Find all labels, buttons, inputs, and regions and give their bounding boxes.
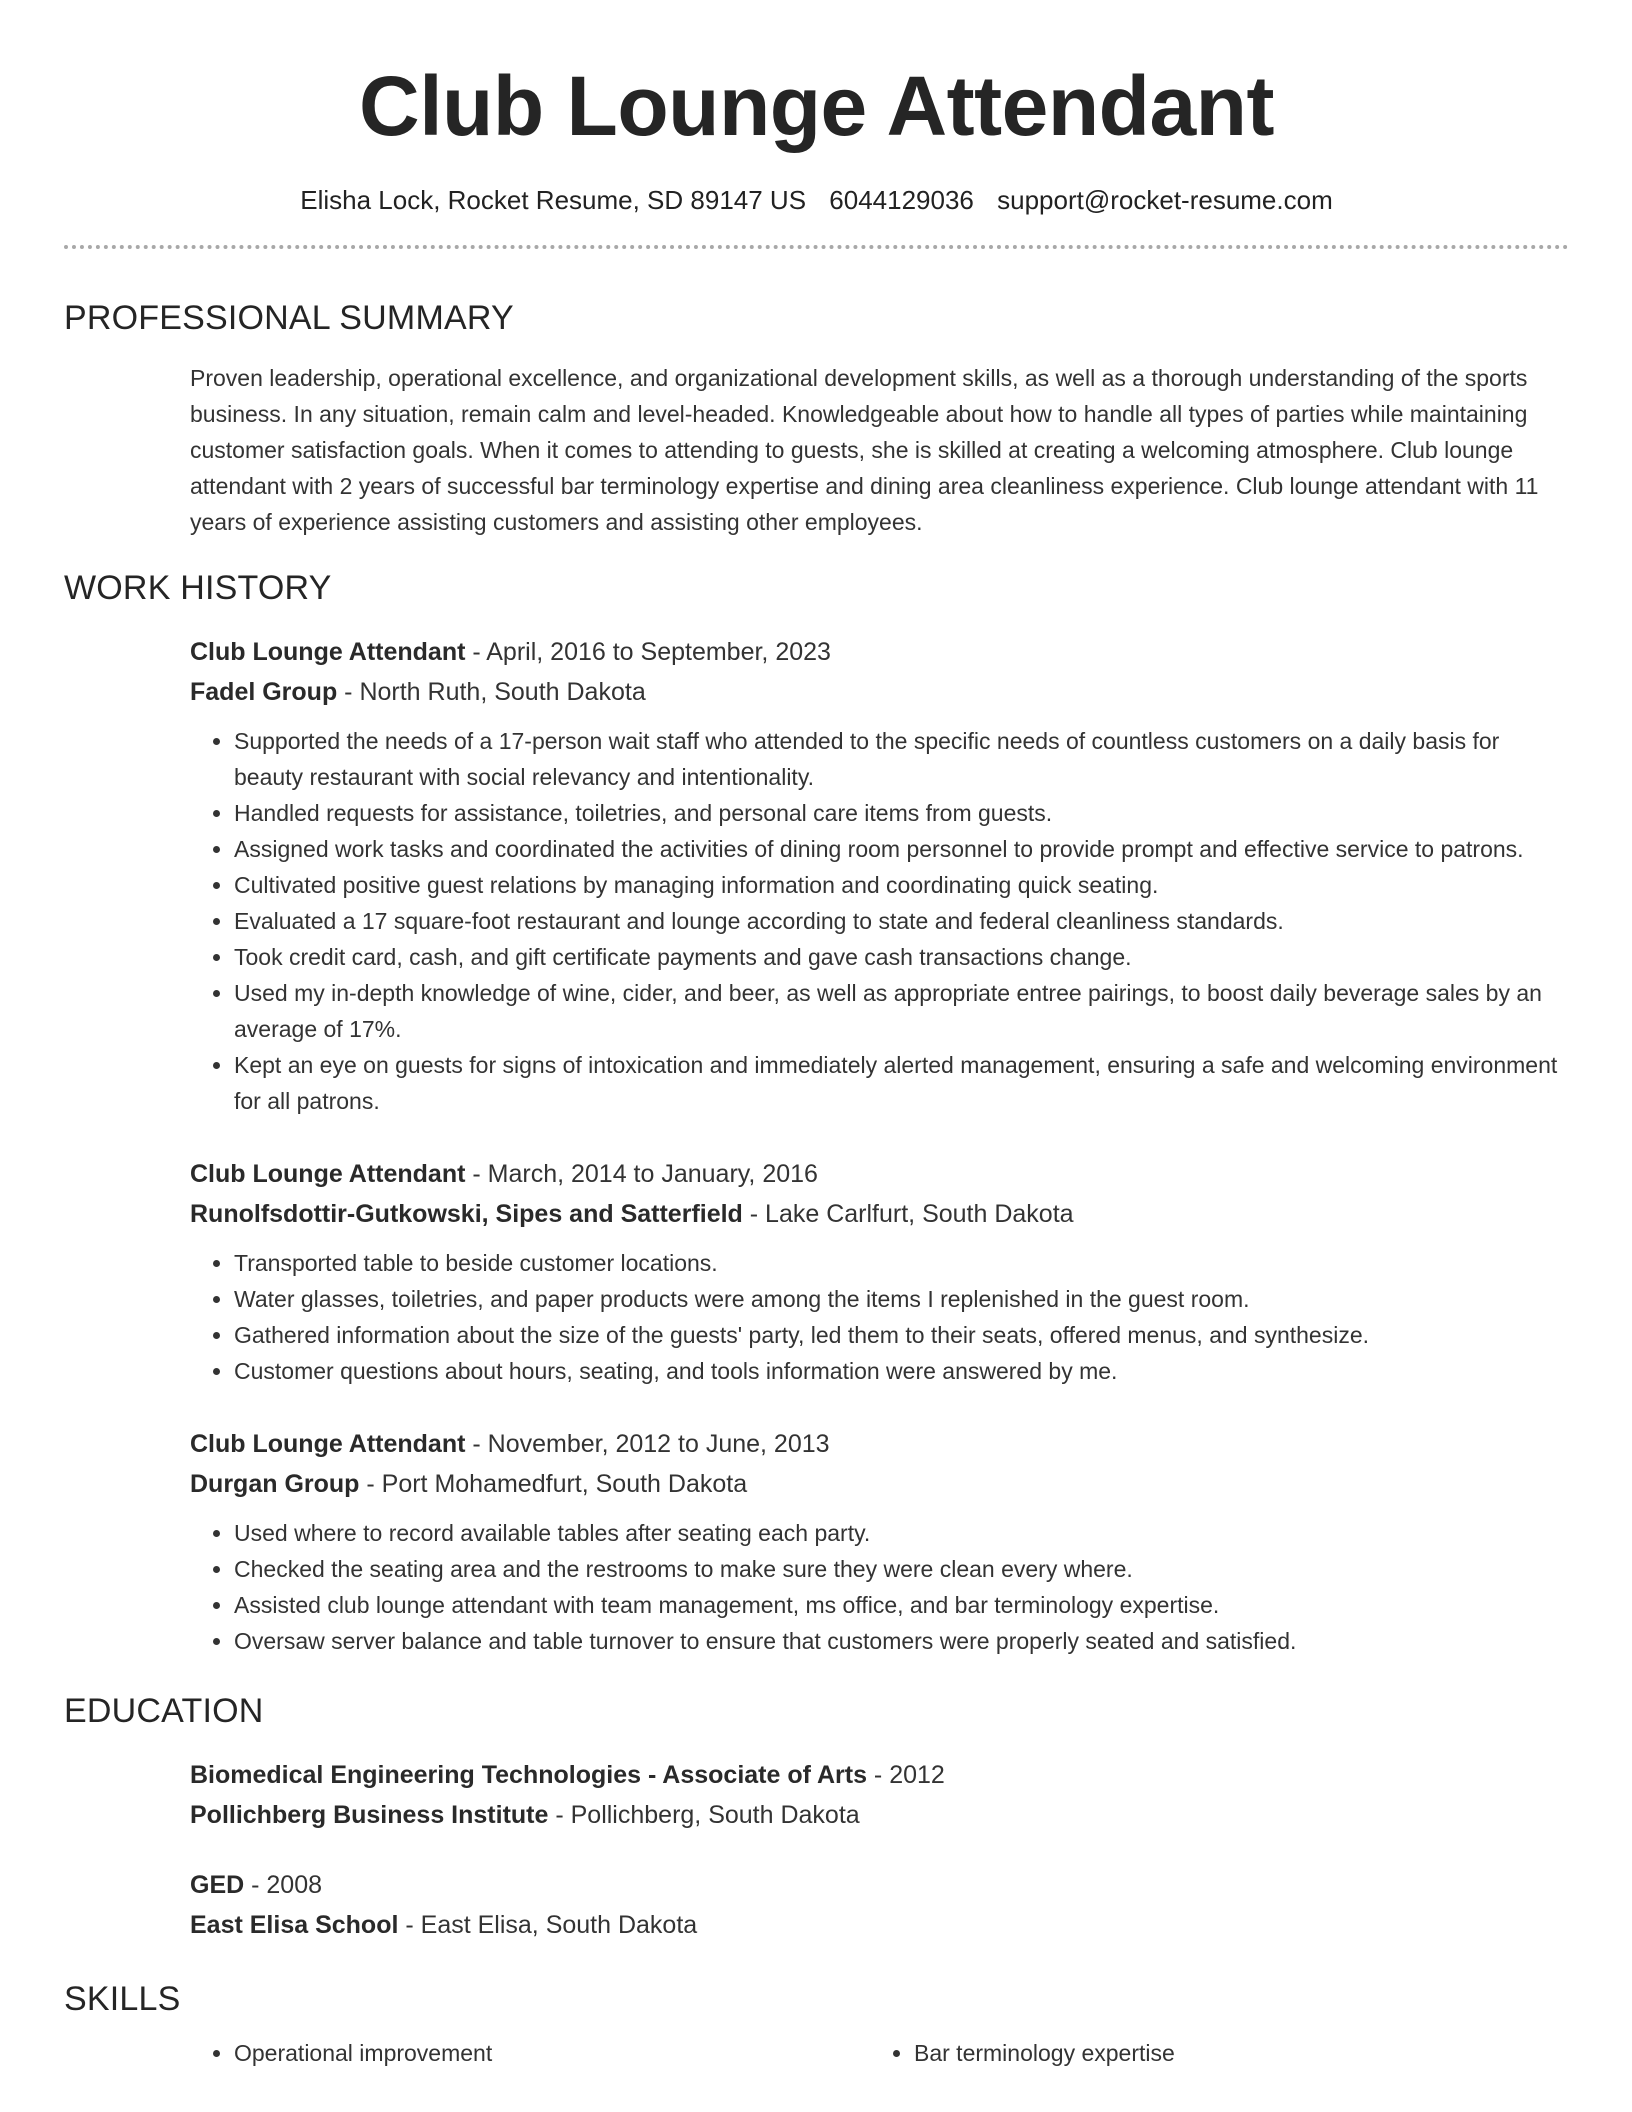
skills-heading: SKILLS — [64, 1980, 181, 2018]
skills-list-right — [870, 2035, 1550, 2071]
job-company-line — [190, 672, 1569, 712]
job-duty: • Gathered information about the size of the guests' party, led them to their seats, offered menus, and synthesize. — [234, 1317, 1569, 1353]
job-dates: - November, 2012 to June, 2013 — [465, 1430, 830, 1458]
school-line — [190, 1795, 1569, 1835]
job-company: Runolfsdottir-Gutkowski, Sipes and Satterfield — [190, 1200, 743, 1228]
resume-title: Club Lounge Attendant — [359, 59, 1274, 153]
school-line — [190, 1905, 1569, 1945]
degree-name: Biomedical Engineering Technologies - Associate of Arts — [190, 1761, 867, 1789]
job-company-line — [190, 1464, 1569, 1504]
contact-address: Elisha Lock, Rocket Resume, SD 89147 US — [300, 185, 807, 215]
job-duty: • Used where to record available tables after seating each party. — [234, 1515, 1569, 1551]
skills-list-left — [190, 2035, 870, 2071]
skill-item: • Bar terminology expertise — [914, 2035, 1550, 2071]
job-title-line — [190, 632, 1569, 672]
job-duty: • Used my in-depth knowledge of wine, cider, and beer, as well as appropriate entree pairings, to boost daily beverage sales by an average of 17%. — [234, 975, 1569, 1047]
job-company: Fadel Group — [190, 678, 338, 706]
contact-phone: 6044129036 — [829, 185, 974, 215]
job-location: - North Ruth, South Dakota — [337, 678, 646, 706]
summary-text: Proven leadership, operational excellence, and organizational development skills, as well as a thorough understanding of the sports business. In any situation, remain calm and level-headed. Knowledgeable about how to handle all types of parties while maintaining customer satisfaction goals. When it comes to attending to guests, she is skilled at creating a welcoming atmosphere. Club lounge attendant with 2 years of successful bar terminology expertise and dining area cleanliness experience. Club lounge attendant with 11 years of experience assisting customers and assisting other employees. — [190, 365, 1539, 535]
skill-item: • Operational improvement — [234, 2035, 870, 2071]
job-duties-list — [190, 1515, 1569, 1659]
school-location: - Pollichberg, South Dakota — [548, 1801, 860, 1829]
contact-email: support@rocket-resume.com — [997, 185, 1333, 215]
job-duty: • Assigned work tasks and coordinated the activities of dining room personnel to provide prompt and effective service to patrons. — [234, 831, 1569, 867]
summary-heading: PROFESSIONAL SUMMARY — [64, 299, 514, 337]
resume-page — [64, 0, 1569, 2071]
job-duty: • Cultivated positive guest relations by managing information and coordinating quick seating. — [234, 867, 1569, 903]
job-dates: - March, 2014 to January, 2016 — [465, 1160, 818, 1188]
job-duty: • Water glasses, toiletries, and paper products were among the items I replenished in the guest room. — [234, 1281, 1569, 1317]
contact-line — [64, 184, 1569, 216]
job-duties-list — [190, 723, 1569, 1119]
degree-line — [190, 1865, 1569, 1905]
job-dates: - April, 2016 to September, 2023 — [465, 638, 831, 666]
job-duty: • Handled requests for assistance, toiletries, and personal care items from guests. — [234, 795, 1569, 831]
work-history-section — [190, 632, 1569, 1659]
degree-name: GED — [190, 1871, 245, 1899]
work-history-heading: WORK HISTORY — [64, 569, 332, 607]
summary-section — [190, 360, 1569, 540]
skills-section — [190, 2035, 1569, 2071]
education-entry — [190, 1865, 1569, 1945]
job-company-line — [190, 1194, 1569, 1234]
school-location: - East Elisa, South Dakota — [398, 1911, 698, 1939]
school-name: East Elisa School — [190, 1911, 399, 1939]
job-company: Durgan Group — [190, 1470, 360, 1498]
job-duty: • Transported table to beside customer locations. — [234, 1245, 1569, 1281]
job-duty: • Customer questions about hours, seating, and tools information were answered by me. — [234, 1353, 1569, 1389]
education-heading: EDUCATION — [64, 1692, 264, 1730]
job-title: Club Lounge Attendant — [190, 1430, 466, 1458]
job-duty: • Supported the needs of a 17-person wait staff who attended to the specific needs of countless customers on a daily basis for beauty restaurant with social relevancy and intentionality. — [234, 723, 1569, 795]
job-duty: • Evaluated a 17 square-foot restaurant and lounge according to state and federal cleanliness standards. — [234, 903, 1569, 939]
education-section — [190, 1755, 1569, 1945]
school-name: Pollichberg Business Institute — [190, 1801, 549, 1829]
header-divider — [64, 245, 1569, 249]
job-duty: • Took credit card, cash, and gift certificate payments and gave cash transactions change. — [234, 939, 1569, 975]
job-duty: • Oversaw server balance and table turnover to ensure that customers were properly seated and satisfied. — [234, 1623, 1569, 1659]
job-entry — [190, 1154, 1569, 1389]
job-duty: • Assisted club lounge attendant with team management, ms office, and bar terminology expertise. — [234, 1587, 1569, 1623]
job-title-line — [190, 1424, 1569, 1464]
job-location: - Lake Carlfurt, South Dakota — [742, 1200, 1074, 1228]
job-location: - Port Mohamedfurt, South Dakota — [359, 1470, 748, 1498]
education-entry — [190, 1755, 1569, 1835]
job-entry — [190, 1424, 1569, 1659]
job-title: Club Lounge Attendant — [190, 638, 466, 666]
job-title-line — [190, 1154, 1569, 1194]
degree-line — [190, 1755, 1569, 1795]
job-duty: • Checked the seating area and the restrooms to make sure they were clean every where. — [234, 1551, 1569, 1587]
degree-year: - 2008 — [244, 1871, 323, 1899]
skills-grid — [190, 2035, 1569, 2071]
job-entry — [190, 632, 1569, 1119]
degree-year: - 2012 — [866, 1761, 945, 1789]
job-duties-list — [190, 1245, 1569, 1389]
job-duty: • Kept an eye on guests for signs of intoxication and immediately alerted management, ensuring a safe and welcoming environment for all patrons. — [234, 1047, 1569, 1119]
job-title: Club Lounge Attendant — [190, 1160, 466, 1188]
